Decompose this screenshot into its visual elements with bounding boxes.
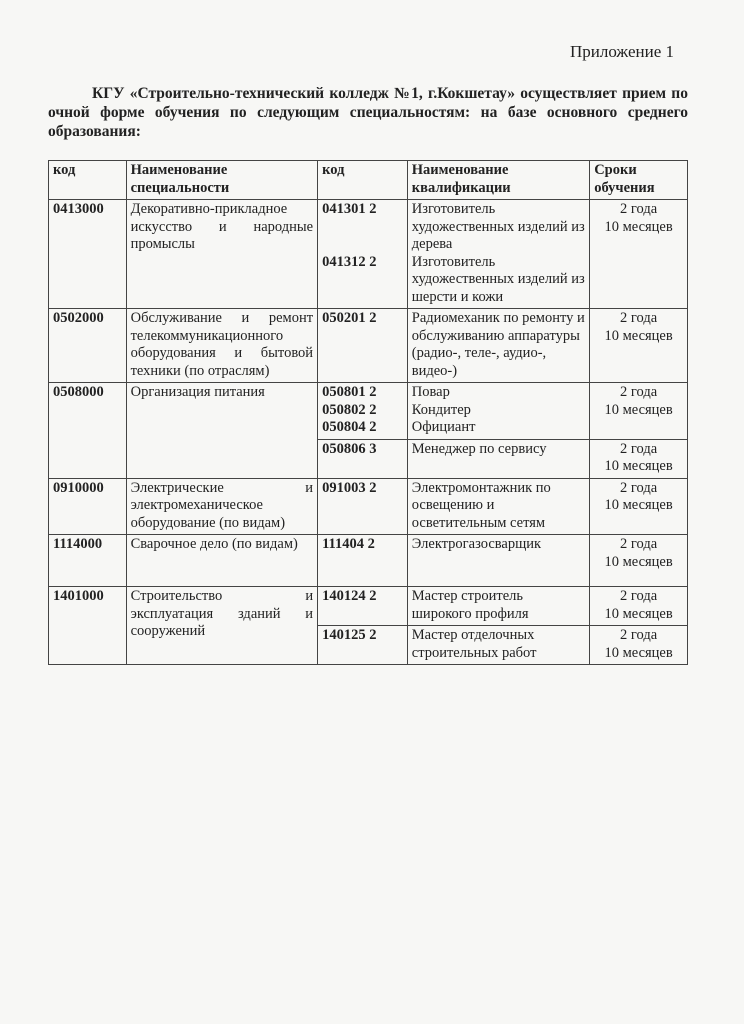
qualification-codes <box>318 383 408 440</box>
qualification-code: 140124 2 <box>318 587 408 626</box>
table-row <box>49 200 688 309</box>
specialty-name: Сварочное дело (по видам) <box>126 535 317 587</box>
appendix-label: Приложение 1 <box>570 42 674 61</box>
specialties-table <box>48 160 688 665</box>
qualification-name: Мастер отделочных строительных работ <box>407 626 589 665</box>
qualification-name: Мастер строитель широкого профиля <box>407 587 589 626</box>
qualification-code: 050804 2 <box>322 419 377 435</box>
duration-months: 10 месяцев <box>604 218 673 235</box>
duration-years: 2 года <box>620 479 658 496</box>
duration-months: 10 месяцев <box>604 327 673 344</box>
qualification-code: 091003 2 <box>318 478 408 535</box>
specialty-name: Организация питания <box>126 383 317 479</box>
duration-months: 10 месяцев <box>604 497 673 513</box>
specialty-name: Строительство и эксплуатация зданий и сооружений <box>126 587 317 665</box>
qualification-code: 041301 2 <box>322 201 377 217</box>
qualification-code: 050802 2 <box>322 401 377 418</box>
qualification-code: 111404 2 <box>318 535 408 587</box>
duration-months: 10 месяцев <box>604 553 673 570</box>
duration <box>590 587 688 626</box>
qualification-codes <box>318 200 408 309</box>
table-row <box>49 535 688 587</box>
qualification-names <box>407 200 589 309</box>
qualification-code: 050806 3 <box>318 439 408 478</box>
duration <box>590 200 688 309</box>
qualification-code: 041312 2 <box>322 253 377 270</box>
qualification-code: 140125 2 <box>318 626 408 665</box>
duration <box>590 383 688 440</box>
specialty-code: 0910000 <box>49 478 127 535</box>
header-duration: Сроки обучения <box>590 161 688 200</box>
duration-years: 2 года <box>620 536 658 552</box>
specialty-name: Декоративно-прикладное искусство и народные промыслы <box>126 200 317 309</box>
qualification-name: Электрогазосварщик <box>407 535 589 587</box>
qualification-name: Кондитер <box>411 401 471 418</box>
specialty-code: 1114000 <box>49 535 127 587</box>
duration <box>590 478 688 535</box>
specialty-name: Обслуживание и ремонт телекоммуникационного оборудования и бытовой техники (по отраслям) <box>126 309 317 383</box>
header-code: код <box>49 161 127 200</box>
header-specialty-name: Наименование специальности <box>126 161 317 200</box>
specialty-code: 0413000 <box>49 200 127 309</box>
qualification-code: 050201 2 <box>318 309 408 383</box>
header-qual-name: Наименование квалификации <box>407 161 589 200</box>
intro-paragraph <box>48 84 688 141</box>
specialty-code: 0508000 <box>49 383 127 479</box>
table-header-row <box>49 161 688 200</box>
qualification-names <box>407 383 589 440</box>
table-row <box>49 587 688 626</box>
duration <box>590 439 688 478</box>
qualification-name: Изготовитель художественных изделий из шерсти и кожи <box>411 253 585 305</box>
intro-text: КГУ «Строительно-технический колледж №1, г.Кокшетау» осуществляет прием по очной форме обучения по следующим специальностям: на базе основного среднего образования: <box>48 85 688 140</box>
duration-months: 10 месяцев <box>604 644 673 661</box>
qualification-name: Электромонтажник по освещению и осветительным сетям <box>407 478 589 535</box>
duration <box>590 309 688 383</box>
specialty-code: 0502000 <box>49 309 127 383</box>
table-row <box>49 383 688 440</box>
table-row <box>49 478 688 535</box>
duration-years: 2 года <box>620 384 658 400</box>
duration-years: 2 года <box>620 440 658 457</box>
header-qual-code: код <box>318 161 408 200</box>
qualification-code: 050801 2 <box>322 384 377 400</box>
duration-years: 2 года <box>620 588 658 604</box>
qualification-name: Радиомеханик по ремонту и обслуживанию аппаратуры (радио-, теле-, аудио-, видео-) <box>407 309 589 383</box>
specialty-name: Электрические и электромеханическое оборудование (по видам) <box>126 478 317 535</box>
qualification-name: Повар <box>411 384 450 400</box>
qualification-name: Изготовитель художественных изделий из дерева <box>411 201 585 252</box>
duration-years: 2 года <box>620 627 658 643</box>
duration-years: 2 года <box>620 201 658 217</box>
duration-months: 10 месяцев <box>604 458 673 474</box>
duration-years: 2 года <box>620 310 658 326</box>
qualification-name: Менеджер по сервису <box>407 439 589 478</box>
specialty-code: 1401000 <box>49 587 127 665</box>
table-row <box>49 309 688 383</box>
duration-months: 10 месяцев <box>604 401 673 418</box>
duration <box>590 626 688 665</box>
qualification-name: Официант <box>411 419 476 435</box>
duration-months: 10 месяцев <box>604 605 673 622</box>
duration <box>590 535 688 587</box>
